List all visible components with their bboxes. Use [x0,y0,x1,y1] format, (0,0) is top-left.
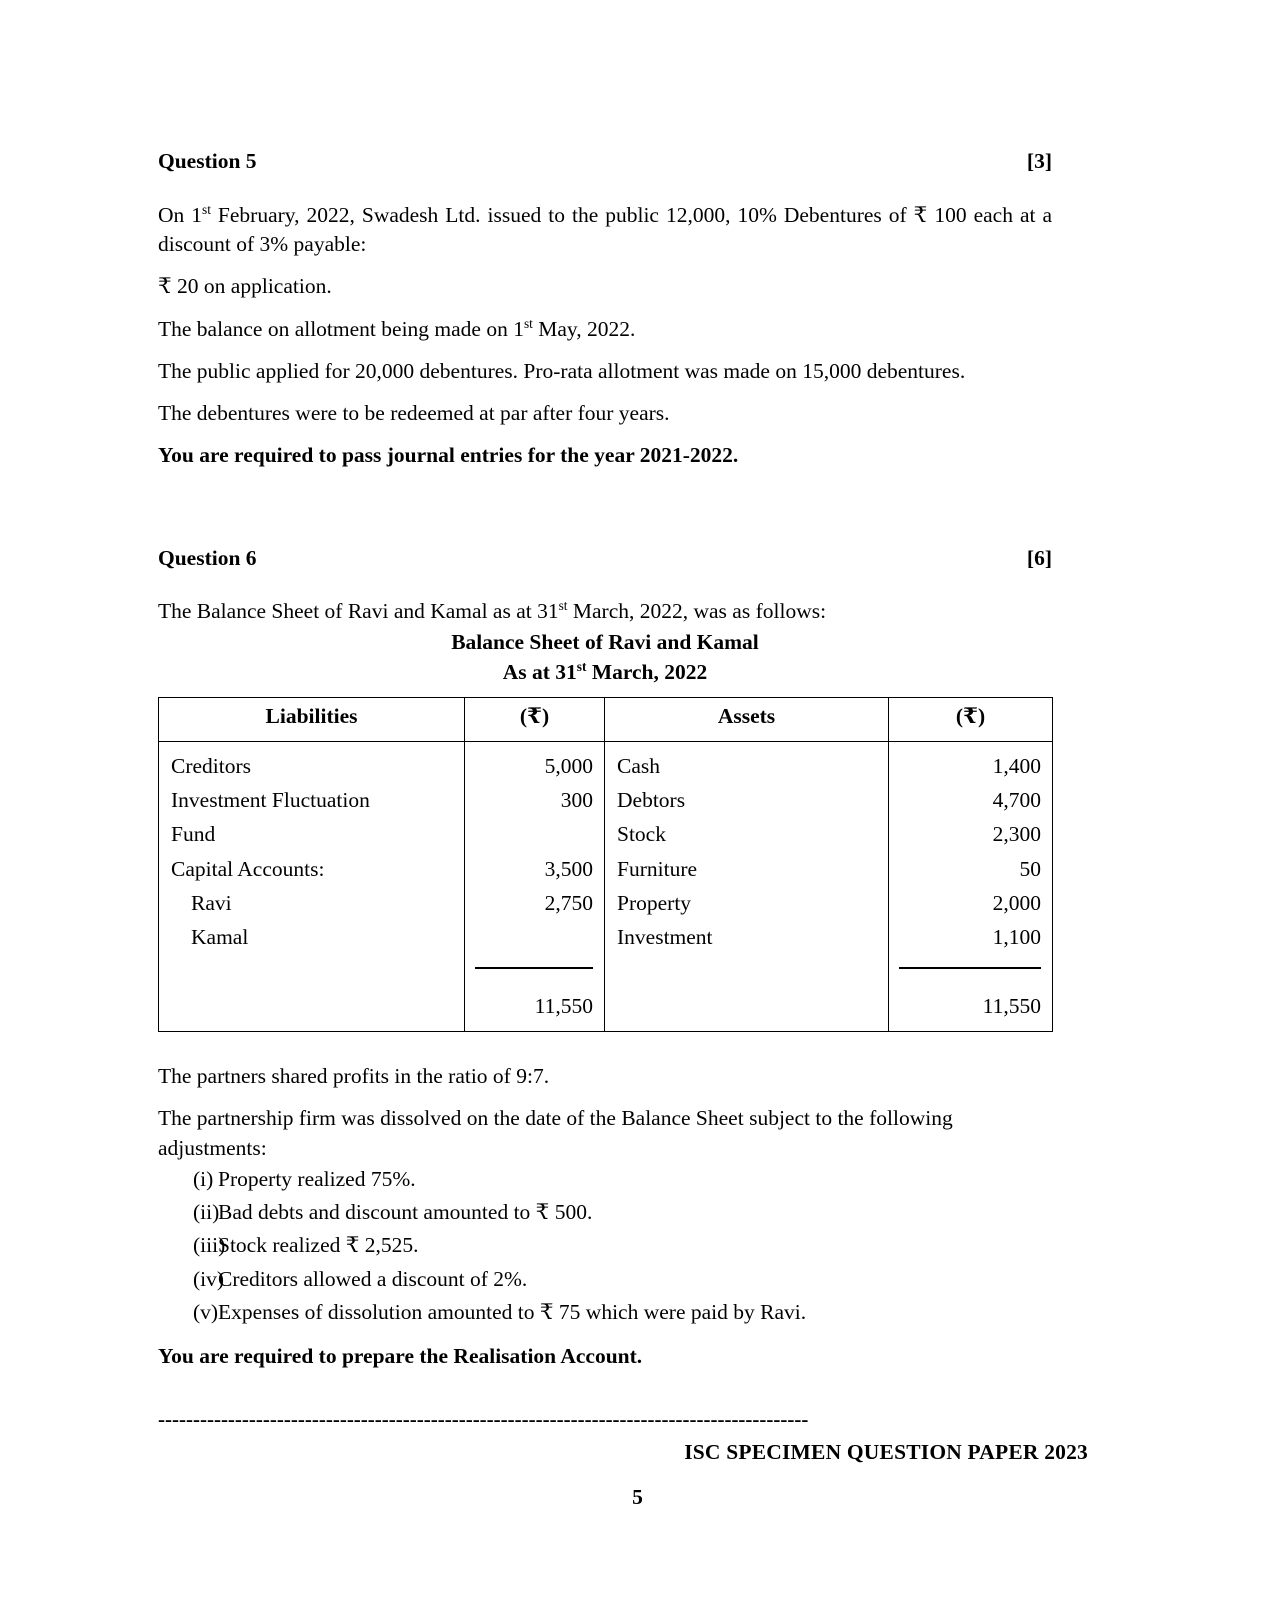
adjustment-item [158,1229,1052,1262]
asset-amount: 2,300 [992,822,1041,847]
balance-sheet-body-row [159,741,1053,1031]
page-content [158,148,1052,1372]
liability-amount: 300 [560,787,593,812]
q6-intro-superscript: st [558,598,568,614]
q5-line-2: ₹ 20 on application. [158,274,332,299]
footer-paper-title: ISC SPECIMEN QUESTION PAPER 2023 [684,1440,1088,1464]
q6-intro [158,597,1052,626]
asset-amount: 1,400 [992,753,1041,778]
liability-amount: 2,750 [544,890,593,915]
caption-2-part-a: As at 31 [502,660,577,685]
adjustment-item [158,1296,1052,1329]
q6-intro-part-a: The Balance Sheet of Ravi and Kamal as at 31 [158,599,559,624]
q5-instruction: You are required to pass journal entries for the year 2021-2022. [158,443,739,468]
question-5-title: Question 5 [158,149,257,173]
asset-amount: 4,700 [992,787,1041,812]
balance-sheet-caption-line-2 [158,657,1052,688]
asset-label: Property [617,890,692,915]
q5-line-3 [158,315,1052,344]
asset-label: Cash [617,753,660,778]
asset-amount: 2,000 [992,890,1041,915]
adjustment-item [158,1196,1052,1229]
adjustment-item [158,1163,1052,1196]
question-6-marks: [6] [1026,545,1052,570]
asset-label: Stock [617,822,666,847]
adjustment-number: (i) [193,1166,214,1191]
question-6-title: Question 6 [158,545,257,570]
liability-total-spacer [171,989,454,1023]
liability-label: Capital Accounts: [171,856,325,881]
q5-line-1-part-a: On 1 [158,202,203,227]
question-5-heading-row [158,148,1052,175]
footer-dash-separator: --------------------------------------------------------------------------------------------- [158,1408,809,1430]
adjustment-number: (iii) [193,1233,226,1258]
page-number: 5 [632,1485,643,1509]
liability-amount-spacer [475,817,593,851]
balance-sheet-header-row [159,697,1053,741]
liability-amount: 3,500 [544,856,593,881]
q5-line-3-superscript: st [523,315,533,331]
header-assets: Assets [605,697,889,741]
q5-line-1-part-b: February, 2022, Swadesh Ltd. issued to the public 12,000, 10% Debentures of ₹ 100 each at a discount of 3% payable: [158,202,1053,257]
liability-label-spacer [171,954,454,988]
q5-line-3-part-b: May, 2022. [532,316,636,341]
adjustment-text: Stock realized ₹ 2,525. [218,1233,419,1258]
balance-sheet-table [158,697,1053,1032]
adjustment-number: (v) [193,1299,219,1324]
question-5-marks: [3] [1026,149,1052,173]
asset-amount: 1,100 [992,925,1041,950]
q5-line-1-superscript: st [202,201,211,217]
assets-labels-cell [605,741,889,1031]
adjustment-text: Property realized 75%. [218,1166,416,1191]
q5-line-1 [158,201,1052,259]
q6-profit-ratio: The partners shared profits in the ratio of 9:7. [158,1064,550,1089]
q6-dissolution-note: The partnership firm was dissolved on the date of the Balance Sheet subject to the following adjustments: [158,1106,953,1160]
header-liabilities-amount: (₹) [465,697,605,741]
adjustment-number: (iv) [193,1266,225,1291]
adjustment-text: Creditors allowed a discount of 2%. [218,1266,528,1291]
assets-total: 11,550 [982,993,1041,1018]
adjustment-number: (ii) [193,1200,220,1225]
liabilities-labels-cell [159,741,465,1031]
adjustment-text: Bad debts and discount amounted to ₹ 500. [218,1200,593,1225]
asset-label: Investment [617,925,713,950]
liabilities-amounts-cell [465,741,605,1031]
assets-total-rule [899,954,1041,988]
question-6-heading-row [158,545,1052,572]
asset-label: Furniture [617,856,698,881]
liability-label: Ravi [191,890,232,915]
header-liabilities: Liabilities [159,697,465,741]
q5-line-3-part-a: The balance on allotment being made on 1 [158,316,524,341]
liabilities-total: 11,550 [534,993,593,1018]
liability-amount-spacer [475,920,593,954]
caption-2-superscript: st [576,658,587,674]
assets-amounts-cell [889,741,1053,1031]
asset-label: Debtors [617,787,686,812]
q5-line-4: The public applied for 20,000 debentures. Pro-rata allotment was made on 15,000 debentures. [158,358,966,383]
q5-line-5: The debentures were to be redeemed at par after four years. [158,401,670,426]
liability-label: Fund [171,822,216,847]
q6-instruction: You are required to prepare the Realisation Account. [158,1344,643,1369]
liability-label: Creditors [171,753,252,778]
q6-intro-part-b: March, 2022, was as follows: [567,599,827,624]
asset-amount: 50 [1019,856,1041,881]
adjustment-item [158,1263,1052,1296]
asset-label-spacer [617,954,878,988]
liability-amount: 5,000 [544,753,593,778]
liabilities-total-rule [475,954,593,988]
adjustments-list [158,1163,1052,1330]
adjustment-text: Expenses of dissolution amounted to ₹ 75 which were paid by Ravi. [218,1299,807,1324]
asset-total-spacer [617,989,878,1023]
balance-sheet-caption-line-1: Balance Sheet of Ravi and Kamal [451,629,759,654]
liability-label: Investment Fluctuation [171,787,370,812]
header-assets-amount: (₹) [889,697,1053,741]
liability-label: Kamal [191,925,249,950]
caption-2-part-b: March, 2022 [586,660,708,685]
page-footer [158,1408,1088,1465]
